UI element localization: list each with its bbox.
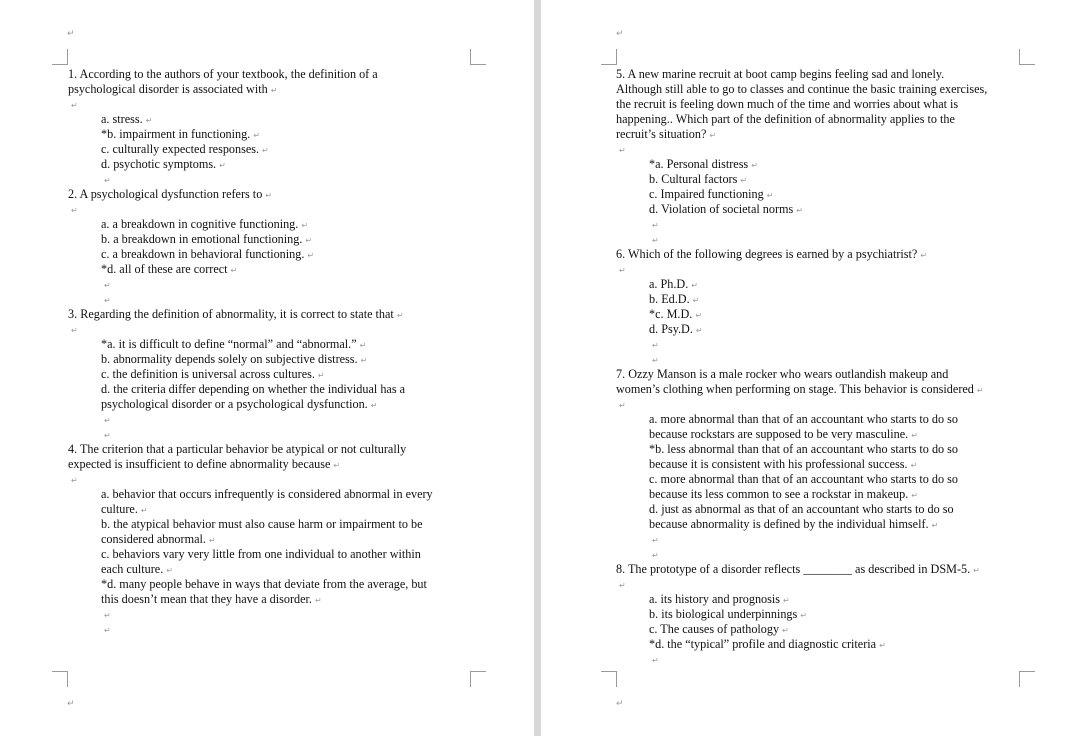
paragraph-mark: ↵ [616, 699, 624, 709]
question-stem: 7. Ozzy Manson is a male rocker who wears outlandish makeup and [616, 367, 949, 381]
answer-option-continued: this doesn’t mean that they have a disorder. ↵ [68, 592, 468, 607]
answer-option: *a. Personal distress ↵ [616, 157, 1021, 172]
answer-option: b. abnormality depends solely on subjective distress. ↵ [68, 352, 468, 367]
answer-option: c. culturally expected responses. ↵ [68, 142, 468, 157]
answer-option: *d. all of these are correct ↵ [68, 262, 468, 277]
question-4 [68, 442, 468, 637]
question-stem: 6. Which of the following degrees is earned by a psychiatrist? ↵ [616, 247, 1021, 262]
page-2-body [616, 67, 1021, 667]
paragraph-mark: ↵ [67, 699, 75, 709]
answer-option-continued: because rockstars are supposed to be very masculine. ↵ [616, 427, 1021, 442]
answer-option-continued: culture. ↵ [68, 502, 468, 517]
question-6 [616, 247, 1021, 367]
empty-paragraph [616, 217, 1021, 232]
answer-option: *b. impairment in functioning. ↵ [68, 127, 468, 142]
document-page-1[interactable] [0, 0, 534, 736]
question-2 [68, 187, 468, 307]
answer-option: d. psychotic symptoms. ↵ [68, 157, 468, 172]
answer-option-continued: because it is consistent with his professional success. ↵ [616, 457, 1021, 472]
answer-option: c. behaviors vary very little from one individual to another within [101, 547, 421, 561]
answer-option: b. its biological underpinnings ↵ [616, 607, 1021, 622]
empty-paragraph [616, 577, 1021, 592]
answer-option: c. Impaired functioning ↵ [616, 187, 1021, 202]
question-stem: 5. A new marine recruit at boot camp begins feeling sad and lonely. [616, 67, 945, 81]
empty-paragraph [616, 142, 1021, 157]
empty-paragraph [68, 427, 468, 442]
question-1 [68, 67, 468, 187]
answer-option: a. behavior that occurs infrequently is considered abnormal in every [101, 487, 433, 501]
empty-paragraph [616, 547, 1021, 562]
question-stem: 1. According to the authors of your textbook, the definition of a [68, 67, 378, 81]
answer-option: *c. M.D. ↵ [616, 307, 1021, 322]
question-7 [616, 367, 1021, 562]
answer-option: a. stress. ↵ [68, 112, 468, 127]
page-gap [534, 0, 541, 736]
answer-option: a. more abnormal than that of an accountant who starts to do so [649, 412, 959, 426]
margin-corner-top-right [1019, 49, 1035, 65]
margin-corner-top-left [52, 49, 68, 65]
answer-option: c. The causes of pathology ↵ [616, 622, 1021, 637]
empty-paragraph [616, 652, 1021, 667]
answer-option: b. a breakdown in emotional functioning. ↵ [68, 232, 468, 247]
empty-paragraph [68, 202, 468, 217]
answer-option-continued: because its less common to see a rockstar in makeup. ↵ [616, 487, 1021, 502]
margin-corner-bottom-right [470, 671, 486, 687]
question-stem: 3. Regarding the definition of abnormality, it is correct to state that ↵ [68, 307, 468, 322]
empty-paragraph [68, 322, 468, 337]
empty-paragraph [68, 172, 468, 187]
margin-corner-bottom-right [1019, 671, 1035, 687]
empty-paragraph [68, 97, 468, 112]
empty-paragraph [616, 262, 1021, 277]
empty-paragraph [616, 232, 1021, 247]
question-stem: 2. A psychological dysfunction refers to ↵ [68, 187, 468, 202]
empty-paragraph [616, 397, 1021, 412]
answer-option: *b. less abnormal than that of an accountant who starts to do so [649, 442, 959, 456]
paragraph-mark: ↵ [67, 29, 75, 39]
empty-paragraph [68, 277, 468, 292]
empty-paragraph [68, 292, 468, 307]
answer-option: c. the definition is universal across cultures. ↵ [68, 367, 468, 382]
answer-option: *d. many people behave in ways that deviate from the average, but [101, 577, 427, 591]
question-stem: psychological disorder is associated with ↵ [68, 82, 468, 97]
question-stem: recruit’s situation? ↵ [616, 127, 1021, 142]
question-stem: 8. The prototype of a disorder reflects ________ as described in DSM-5. ↵ [616, 562, 1021, 577]
answer-option-continued: because abnormality is defined by the individual himself. ↵ [616, 517, 1021, 532]
empty-paragraph [616, 352, 1021, 367]
answer-option: d. the criteria differ depending on whether the individual has a [101, 382, 406, 396]
answer-option: b. the atypical behavior must also cause harm or impairment to be [101, 517, 423, 531]
empty-paragraph [68, 622, 468, 637]
answer-option: d. Psy.D. ↵ [616, 322, 1021, 337]
question-5 [616, 67, 1021, 247]
answer-option: c. a breakdown in behavioral functioning. ↵ [68, 247, 468, 262]
margin-corner-top-right [470, 49, 486, 65]
empty-paragraph [68, 412, 468, 427]
empty-paragraph [68, 472, 468, 487]
answer-option: a. a breakdown in cognitive functioning. ↵ [68, 217, 468, 232]
margin-corner-top-left [601, 49, 617, 65]
question-3 [68, 307, 468, 442]
empty-paragraph [616, 532, 1021, 547]
answer-option: d. just as abnormal as that of an accountant who starts to do so [649, 502, 954, 516]
answer-option: b. Ed.D. ↵ [616, 292, 1021, 307]
answer-option: *d. the “typical” profile and diagnostic criteria ↵ [616, 637, 1021, 652]
question-stem: happening.. Which part of the definition of abnormality applies to the [616, 112, 955, 126]
answer-option-continued: considered abnormal. ↵ [68, 532, 468, 547]
answer-option: *a. it is difficult to define “normal” and “abnormal.” ↵ [68, 337, 468, 352]
answer-option-continued: each culture. ↵ [68, 562, 468, 577]
margin-corner-bottom-left [52, 671, 68, 687]
margin-corner-bottom-left [601, 671, 617, 687]
question-stem: 4. The criterion that a particular behavior be atypical or not culturally [68, 442, 407, 456]
question-stem: Although still able to go to classes and continue the basic training exercises, [616, 82, 988, 96]
document-page-2[interactable] [541, 0, 1084, 736]
answer-option: d. Violation of societal norms ↵ [616, 202, 1021, 217]
answer-option: a. its history and prognosis ↵ [616, 592, 1021, 607]
question-stem: expected is insufficient to define abnormality because ↵ [68, 457, 468, 472]
answer-option-continued: psychological disorder or a psychological dysfunction. ↵ [68, 397, 468, 412]
paragraph-mark: ↵ [616, 29, 624, 39]
question-stem: women’s clothing when performing on stage. This behavior is considered ↵ [616, 382, 1021, 397]
empty-paragraph [616, 337, 1021, 352]
empty-paragraph [68, 607, 468, 622]
answer-option: a. Ph.D. ↵ [616, 277, 1021, 292]
answer-option: c. more abnormal than that of an accountant who starts to do so [649, 472, 959, 486]
question-stem: the recruit is feeling down much of the time and worries about what is [616, 97, 959, 111]
question-8 [616, 562, 1021, 667]
answer-option: b. Cultural factors ↵ [616, 172, 1021, 187]
page-1-body [68, 67, 468, 637]
